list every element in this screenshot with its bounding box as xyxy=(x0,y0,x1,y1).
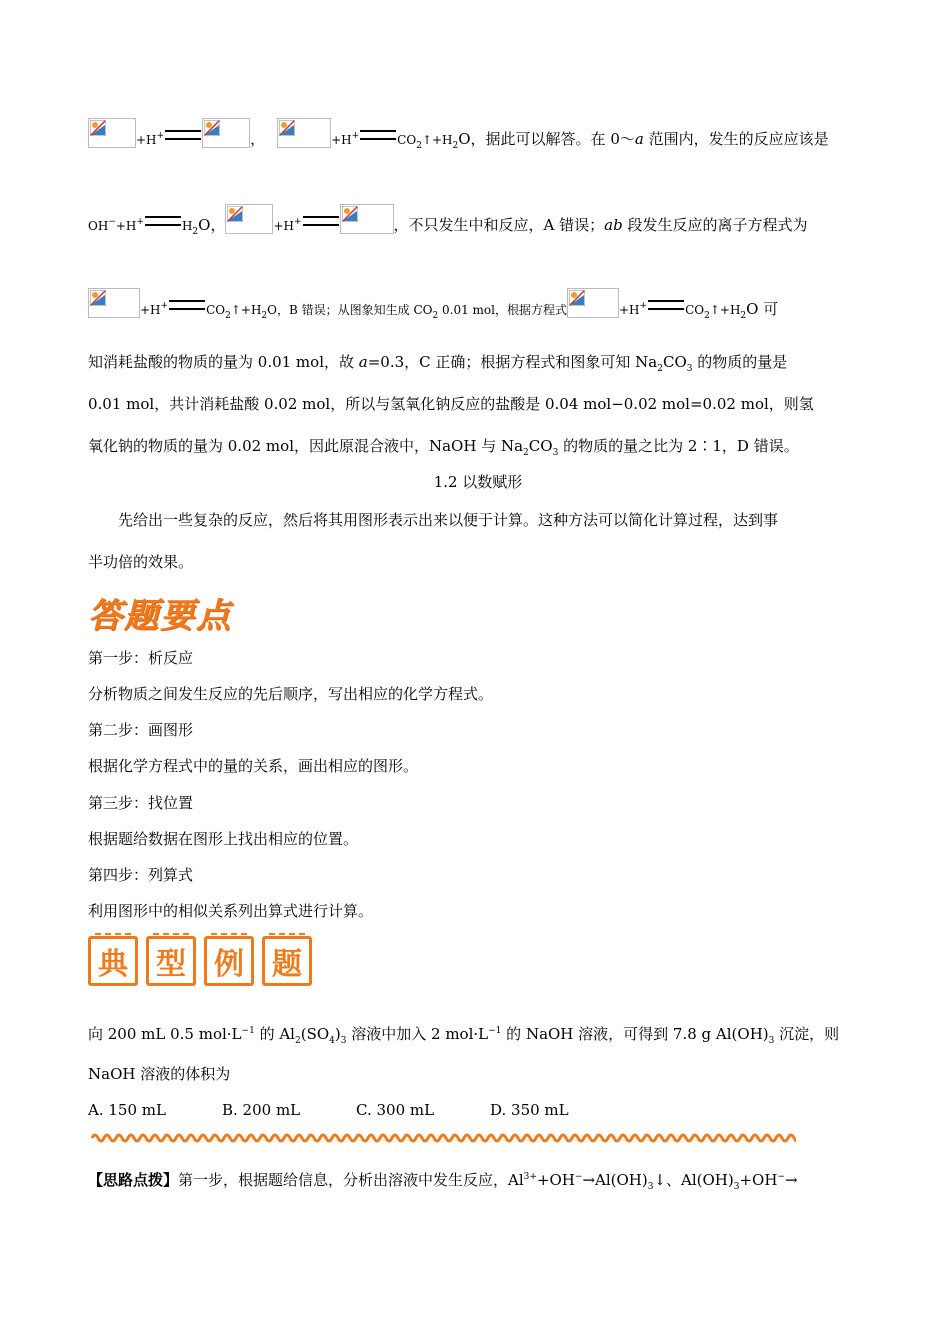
double-bond-line xyxy=(169,300,205,310)
step-4-title: 第四步：列算式 xyxy=(88,866,194,884)
broken-image-icon xyxy=(277,118,331,148)
text-line-4: 知消耗盐酸的物质的量为 0.01 mol，故 a=0.3，C 正确；根据方程式和图象可知 $Na_2CO_3$ 的物质的量是 xyxy=(88,353,788,374)
step-3-body: 根据题给数据在图形上找出相应的位置。 xyxy=(88,830,359,848)
equation-line-1: +H+ ， +H+ $CO_2↑+H_2O$，据此可以解答。在 0～a 范围内，发生的反应应该是 xyxy=(88,118,868,150)
broken-image-icon xyxy=(88,288,140,318)
intro-line-1: 先给出一些复杂的反应，然后将其用图形表示出来以便于计算。这种方法可以简化计算过程，达到事 xyxy=(118,511,779,529)
stamp-tile: 型 xyxy=(146,936,196,986)
intro-line-2: 半功倍的效果。 xyxy=(88,553,194,571)
double-bond-line xyxy=(648,300,684,310)
broken-image-icon xyxy=(88,118,136,148)
option-a[interactable]: A. 150 mL xyxy=(88,1101,166,1119)
broken-image-icon xyxy=(202,118,250,148)
text-line-6: 氧化钠的物质的量为 0.02 mol，因此原混合液中，NaOH 与 $Na_2CO_3$ 的物质的量之比为 2∶1，D 错误。 xyxy=(88,437,799,458)
stamp-tile: 典 xyxy=(88,936,138,986)
step-2-body: 根据化学方程式中的量的关系，画出相应的图形。 xyxy=(88,757,419,775)
double-bond-line xyxy=(145,216,181,226)
option-c[interactable]: C. 300 mL xyxy=(356,1101,435,1119)
broken-image-icon xyxy=(567,288,619,318)
answer-options xyxy=(88,1100,868,1120)
equation-line-2: OH−+H+ $H_2O$， +H+ ，不只发生中和反应，A 错误；ab 段发生反应的离子方程式为 xyxy=(88,204,868,236)
stamp-tile: 题 xyxy=(262,936,312,986)
equation-line-3: +H+ $CO_2↑+H_2O$，B 错误；从图象知生成 $CO_2$ 0.01 mol，根据方程式 +H+ $CO_2↑+H_2O$ 可 xyxy=(88,288,868,320)
step-1-body: 分析物质之间发生反应的先后顺序，写出相应的化学方程式。 xyxy=(88,685,494,703)
double-bond-line xyxy=(360,130,396,140)
section-heading: 1.2 以数赋形 xyxy=(433,473,523,491)
hint-line: 【思路点拨】第一步，根据题给信息，分析出溶液中发生反应，$Al^{3+}+OH^-\to Al(OH)_3↓$、$Al(OH)_3+OH^-\to$ xyxy=(88,1171,798,1192)
broken-image-icon xyxy=(340,204,394,234)
text-line-5: 0.01 mol，共计消耗盐酸 0.02 mol，所以与氢氧化钠反应的盐酸是 0.04 mol−0.02 mol=0.02 mol，则氢 xyxy=(88,395,814,413)
broken-image-icon xyxy=(225,204,273,234)
hint-label: 【思路点拨】 xyxy=(88,1171,179,1189)
question-line-1: 向 200 mL 0.5 $mol\cdot L^{-1}$ 的 $Al_2(SO_4)_3$ 溶液中加入 2 $mol\cdot L^{-1}$ 的 NaOH 溶液，可得到 7.8 g $Al(OH)_3$ 沉淀，则 xyxy=(88,1025,840,1046)
typical-example-heading xyxy=(88,936,312,994)
option-b[interactable]: B. 200 mL xyxy=(222,1101,301,1119)
wavy-divider xyxy=(90,1130,796,1146)
stamp-tile: 例 xyxy=(204,936,254,986)
answer-key-points-heading: 答题要点 xyxy=(88,596,232,636)
step-4-body: 利用图形中的相似关系列出算式进行计算。 xyxy=(88,902,374,920)
option-d[interactable]: D. 350 mL xyxy=(490,1101,569,1119)
question-line-2: NaOH 溶液的体积为 xyxy=(88,1065,231,1083)
double-bond-line xyxy=(165,130,201,140)
step-3-title: 第三步：找位置 xyxy=(88,794,194,812)
step-2-title: 第二步：画图形 xyxy=(88,721,194,739)
double-bond-line xyxy=(303,216,339,226)
step-1-title: 第一步：析反应 xyxy=(88,649,194,667)
